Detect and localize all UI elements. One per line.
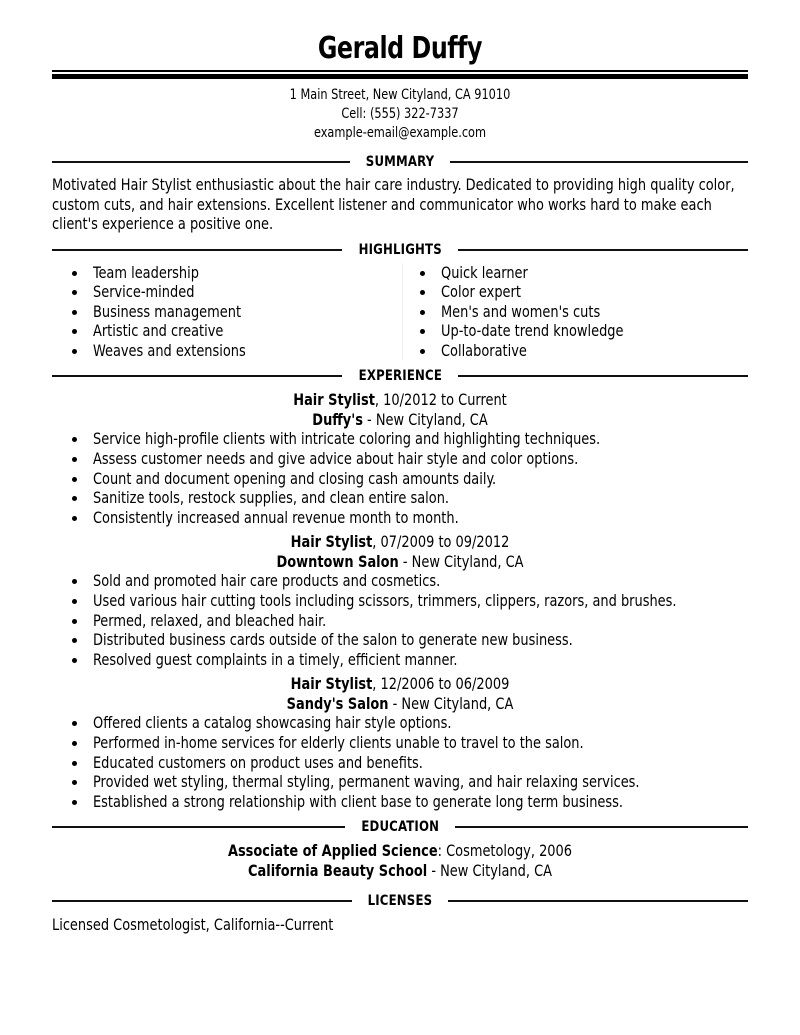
- job-location: - New Cityland, CA: [388, 693, 514, 713]
- section-rule-right: [458, 249, 748, 251]
- job-title-line: [87, 674, 713, 694]
- section-title-highlights: HIGHLIGHTS: [358, 241, 442, 258]
- section-header-summary: [52, 152, 748, 172]
- section-rule-left: [52, 161, 350, 163]
- job-employer-line: [87, 552, 713, 572]
- highlight-item: Up-to-date trend knowledge: [400, 321, 748, 341]
- section-rule-right: [455, 826, 748, 828]
- highlight-item: Collaborative: [400, 341, 748, 361]
- job-entry: [52, 390, 748, 527]
- education-field: : Cosmetology, 2006: [437, 841, 573, 861]
- job-employer: Downtown Salon: [276, 551, 399, 571]
- job-duty: Provided wet styling, thermal styling, permanent waving, and hair relaxing services.: [52, 772, 748, 792]
- contact-info: [52, 86, 748, 143]
- education-entry: [52, 841, 748, 880]
- job-duty: Sanitize tools, restock supplies, and clean entire salon.: [52, 488, 748, 508]
- job-duties: [52, 571, 748, 669]
- section-header-highlights: [52, 240, 748, 260]
- header-double-rule: [52, 70, 748, 79]
- highlight-item: Artistic and creative: [52, 321, 400, 341]
- job-employer: Duffy's: [312, 409, 363, 429]
- job-dates: , 07/2009 to 09/2012: [372, 532, 510, 552]
- job-duties: [52, 713, 748, 811]
- job-duty: Permed, relaxed, and bleached hair.: [52, 611, 748, 631]
- contact-email: example-email@example.com: [313, 125, 487, 141]
- license-text: Licensed Cosmetologist, California--Current: [52, 915, 334, 935]
- highlight-item: Weaves and extensions: [52, 341, 400, 361]
- section-rule-right: [458, 375, 748, 377]
- job-location: - New Cityland, CA: [362, 409, 488, 429]
- contact-address: 1 Main Street, New Cityland, CA 91010: [289, 87, 511, 103]
- job-employer-line: [87, 694, 713, 714]
- section-rule-left: [52, 249, 342, 251]
- section-header-licenses: [52, 891, 748, 911]
- job-employer-line: [87, 410, 713, 430]
- highlight-item: Business management: [52, 302, 400, 322]
- education-location: - New Cityland, CA: [427, 860, 552, 880]
- education-degree-line: [87, 841, 713, 861]
- education-school: California Beauty School: [248, 860, 428, 880]
- education-school-line: [87, 861, 713, 881]
- job-entry: [52, 674, 748, 811]
- highlight-item: Men's and women's cuts: [400, 302, 748, 322]
- job-duty: Assess customer needs and give advice about hair style and color options.: [52, 449, 748, 469]
- job-duty: Distributed business cards outside of the salon to generate new business.: [52, 630, 748, 650]
- job-title-line: [87, 532, 713, 552]
- section-title-summary: SUMMARY: [365, 154, 435, 170]
- section-rule-left: [52, 826, 345, 828]
- job-role: Hair Stylist: [293, 390, 375, 410]
- highlights-list: [52, 263, 748, 361]
- job-duty: Offered clients a catalog showcasing hair style options.: [52, 713, 748, 733]
- section-rule-left: [52, 900, 352, 902]
- highlight-item: Team leadership: [52, 263, 400, 283]
- job-duty: Used various hair cutting tools including scissors, trimmers, clippers, razors, and brushes.: [52, 591, 748, 611]
- highlight-item: Quick learner: [400, 263, 748, 283]
- highlights-column-left: [52, 263, 400, 361]
- job-title-line: [87, 390, 713, 410]
- job-role: Hair Stylist: [290, 532, 373, 552]
- job-duty: Established a strong relationship with client base to generate long term business.: [52, 792, 748, 812]
- contact-phone: Cell: (555) 322-7337: [341, 106, 459, 122]
- job-header: [52, 390, 748, 429]
- section-header-experience: [52, 366, 748, 386]
- job-dates: , 10/2012 to Current: [374, 390, 507, 410]
- job-employer: Sandy's Salon: [286, 693, 389, 713]
- job-duty: Sold and promoted hair care products and cosmetics.: [52, 571, 748, 591]
- section-rule-left: [52, 375, 342, 377]
- section-rule-right: [450, 161, 748, 163]
- resume-page: [52, 0, 748, 935]
- section-title-education: EDUCATION: [361, 819, 439, 836]
- section-title-experience: EXPERIENCE: [358, 368, 442, 385]
- highlight-item: Color expert: [400, 282, 748, 302]
- highlights-column-right: [400, 263, 748, 361]
- header-rule-thin: [52, 70, 748, 72]
- section-rule-right: [448, 900, 748, 902]
- job-duty: Educated customers on product uses and benefits.: [52, 753, 748, 773]
- job-duty: Count and document opening and closing cash amounts daily.: [52, 469, 748, 489]
- candidate-name: Gerald Duffy: [317, 31, 483, 66]
- job-duty: Service high-profile clients with intricate coloring and highlighting techniques.: [52, 429, 748, 449]
- job-entry: [52, 532, 748, 669]
- education-degree: Associate of Applied Science: [227, 841, 438, 861]
- job-location: - New Cityland, CA: [398, 551, 524, 571]
- job-header: [52, 674, 748, 713]
- job-role: Hair Stylist: [290, 674, 373, 694]
- job-duties: [52, 429, 748, 527]
- section-title-licenses: LICENSES: [367, 893, 433, 910]
- job-duty: Consistently increased annual revenue month to month.: [52, 508, 748, 528]
- job-duty: Resolved guest complaints in a timely, efficient manner.: [52, 650, 748, 670]
- job-header: [52, 532, 748, 571]
- section-header-education: [52, 817, 748, 837]
- header-rule-thick: [52, 74, 748, 79]
- summary-text: Motivated Hair Stylist enthusiastic about the hair care industry. Dedicated to providing high quality color, custom cuts, and hair extensions. Excellent listener and communicator who works hard to make each client's experience a positive one.: [52, 175, 735, 233]
- job-dates: , 12/2006 to 06/2009: [372, 674, 510, 694]
- job-duty: Performed in-home services for elderly clients unable to travel to the salon.: [52, 733, 748, 753]
- highlight-item: Service-minded: [52, 282, 400, 302]
